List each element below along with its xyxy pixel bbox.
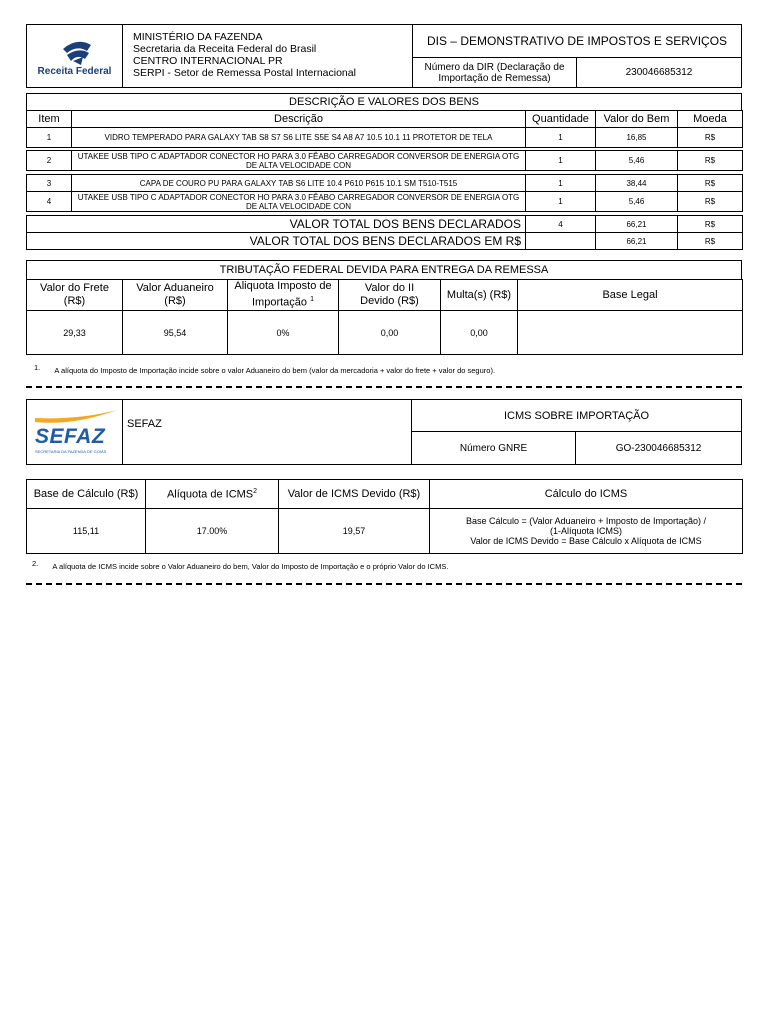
row1-currency: R$ — [678, 128, 743, 148]
sefaz-name-box — [122, 399, 412, 465]
row2-desc: UTAKEE USB TIPO C ADAPTADOR CONECTOR HO PARA 3.0 FÊABO CARREGADOR CONVERSOR DE ENERGIA OTG DE ALTA VELOCIDADE CON — [72, 151, 526, 171]
row1-desc: VIDRO TEMPERADO PARA GALAXY TAB S8 S7 S6 LITE S5E S4 A8 A7 10.5 10.1 11 PROTETOR DE TELA — [72, 128, 526, 148]
note1-num: 1. — [34, 363, 41, 372]
org-line-secretariat: Secretaria da Receita Federal do Brasil — [133, 43, 317, 55]
col-value: Valor do Bem — [596, 111, 678, 128]
h-icms-calculo: Cálculo do ICMS — [430, 480, 743, 509]
row4-currency: R$ — [678, 192, 743, 212]
org-info-box — [122, 24, 413, 88]
icms-title: ICMS SOBRE IMPORTAÇÃO — [503, 409, 650, 422]
v-icms-base: 115,11 — [27, 509, 146, 554]
total-brl-currency: R$ — [678, 233, 743, 250]
calc-line2: (1-Alíquota ICMS) — [549, 526, 623, 536]
dir-label-box — [412, 57, 577, 88]
icms-table — [26, 479, 743, 554]
h-ii: Valor do II Devido (R$) — [339, 280, 441, 311]
doc-title: DIS – DEMONSTRATIVO DE IMPOSTOS E SERVIÇOS — [426, 34, 728, 48]
row2-qty: 1 — [526, 151, 596, 171]
row2-value: 5,46 — [596, 151, 678, 171]
receita-federal-logo-icon — [57, 39, 97, 67]
v-multa: 0,00 — [441, 311, 518, 355]
col-currency: Moeda — [678, 111, 743, 128]
org-line-center: CENTRO INTERNACIONAL PR — [133, 55, 283, 67]
note2-text: A alíquota de ICMS incide sobre o Valor Aduaneiro do bem, Valor do Imposto de Importação e o próprio Valor do ICMS. — [52, 562, 449, 571]
v-base-legal — [518, 311, 743, 355]
federal-table — [26, 279, 743, 355]
goods-row-3 — [26, 174, 743, 192]
row3-qty: 1 — [526, 175, 596, 192]
total-currency: R$ — [678, 216, 743, 233]
calc-line3: Valor de ICMS Devido = Base Cálculo x Alíquota de ICMS — [470, 536, 702, 546]
federal-title: TRIBUTAÇÃO FEDERAL DEVIDA PARA ENTREGA DA REMESSA — [219, 264, 549, 276]
row2-currency: R$ — [678, 151, 743, 171]
row3-item: 3 — [27, 175, 72, 192]
row4-desc: UTAKEE USB TIPO C ADAPTADOR CONECTOR HO PARA 3.0 FÊABO CARREGADOR CONVERSOR DE ENERGIA OTG DE ALTA VELOCIDADE CON — [72, 192, 526, 212]
org-line-ministry: MINISTÉRIO DA FAZENDA — [133, 31, 263, 43]
h-aliquota-cell — [228, 280, 339, 311]
goods-totals — [26, 215, 743, 250]
col-item: Item — [27, 111, 72, 128]
gnre-label: Número GNRE — [459, 442, 528, 454]
col-quantity: Quantidade — [526, 111, 596, 128]
receita-logo-box — [26, 24, 123, 88]
row4-qty: 1 — [526, 192, 596, 212]
row3-desc: CAPA DE COURO PU PARA GALAXY TAB S6 LITE 10.4 P610 P615 10.1 SM T510-T515 — [72, 175, 526, 192]
v-frete: 29,33 — [27, 311, 123, 355]
total-brl-empty — [526, 233, 596, 250]
divider-1 — [26, 386, 742, 388]
row1-qty: 1 — [526, 128, 596, 148]
org-line-serpi: SERPI - Setor de Remessa Postal Internacional — [133, 67, 356, 79]
v-ii: 0,00 — [339, 311, 441, 355]
sefaz-logo-box — [26, 399, 123, 465]
dir-number-box — [576, 57, 742, 88]
total-brl-value: 66,21 — [596, 233, 678, 250]
sefaz-name: SEFAZ — [127, 418, 162, 430]
note2 — [32, 559, 732, 571]
row1-value: 16,85 — [596, 128, 678, 148]
goods-title: DESCRIÇÃO E VALORES DOS BENS — [289, 96, 479, 108]
v-icms-calculo — [430, 509, 743, 554]
v-icms-devido: 19,57 — [279, 509, 430, 554]
dir-label: Número da DIR (Declaração de Importação de Remessa) — [424, 61, 565, 84]
v-aduaneiro: 95,54 — [123, 311, 228, 355]
h-aliquota: Aliquota Imposto de Importação — [234, 280, 332, 309]
h-aliquota-sup: 1 — [310, 296, 314, 304]
row3-value: 38,44 — [596, 175, 678, 192]
divider-2 — [26, 583, 742, 585]
col-description: Descrição — [72, 111, 526, 128]
calc-line1: Base Cálculo = (Valor Aduaneiro + Imposto de Importação) / — [466, 516, 706, 526]
note1 — [34, 363, 734, 375]
icms-title-box — [411, 399, 742, 432]
goods-row-1 — [26, 127, 743, 148]
h-base-legal: Base Legal — [518, 280, 743, 311]
gnre-number: GO-230046685312 — [615, 442, 702, 454]
total-value: 66,21 — [596, 216, 678, 233]
dir-number: 230046685312 — [625, 67, 693, 78]
note2-num: 2. — [32, 559, 39, 568]
v-icms-aliquota: 17.00% — [146, 509, 279, 554]
receita-logo-text: Receita Federal — [37, 66, 112, 77]
total-qty: 4 — [526, 216, 596, 233]
h-multa: Multa(s) (R$) — [441, 280, 518, 311]
gnre-number-box — [575, 431, 742, 465]
h-icms-aliquota-sup: 2 — [253, 487, 258, 495]
h-aduaneiro: Valor Aduaneiro (R$) — [123, 280, 228, 311]
note1-text: A alíquota do Imposto de Importação incide sobre o valor Aduaneiro do bem (valor da mercadoria + valor do frete + valor do seguro). — [54, 366, 496, 375]
goods-header-row — [27, 111, 743, 128]
h-frete: Valor do Frete (R$) — [27, 280, 123, 311]
sefaz-logo-text: SEFAZ — [35, 425, 106, 448]
goods-title-box — [26, 93, 742, 111]
row2-item: 2 — [27, 151, 72, 171]
total-label: VALOR TOTAL DOS BENS DECLARADOS — [27, 216, 526, 233]
h-icms-base: Base de Cálculo (R$) — [27, 480, 146, 509]
v-aliquota: 0% — [228, 311, 339, 355]
h-icms-devido: Valor de ICMS Devido (R$) — [279, 480, 430, 509]
goods-table — [26, 110, 743, 128]
row4-item: 4 — [27, 192, 72, 212]
row4-value: 5,46 — [596, 192, 678, 212]
doc-title-box — [412, 24, 742, 58]
sefaz-logo-sub: SECRETARIA DA FAZENDA DE GOIÁS — [35, 449, 107, 454]
federal-title-box — [26, 260, 742, 280]
h-icms-aliquota: Alíquota de ICMS — [166, 488, 254, 501]
gnre-label-box — [411, 431, 576, 465]
row3-currency: R$ — [678, 175, 743, 192]
h-icms-aliquota-cell — [146, 480, 279, 509]
row1-item: 1 — [27, 128, 72, 148]
goods-row-4 — [26, 191, 743, 212]
goods-row-2 — [26, 150, 743, 171]
total-brl-label: VALOR TOTAL DOS BENS DECLARADOS EM R$ — [27, 233, 526, 250]
